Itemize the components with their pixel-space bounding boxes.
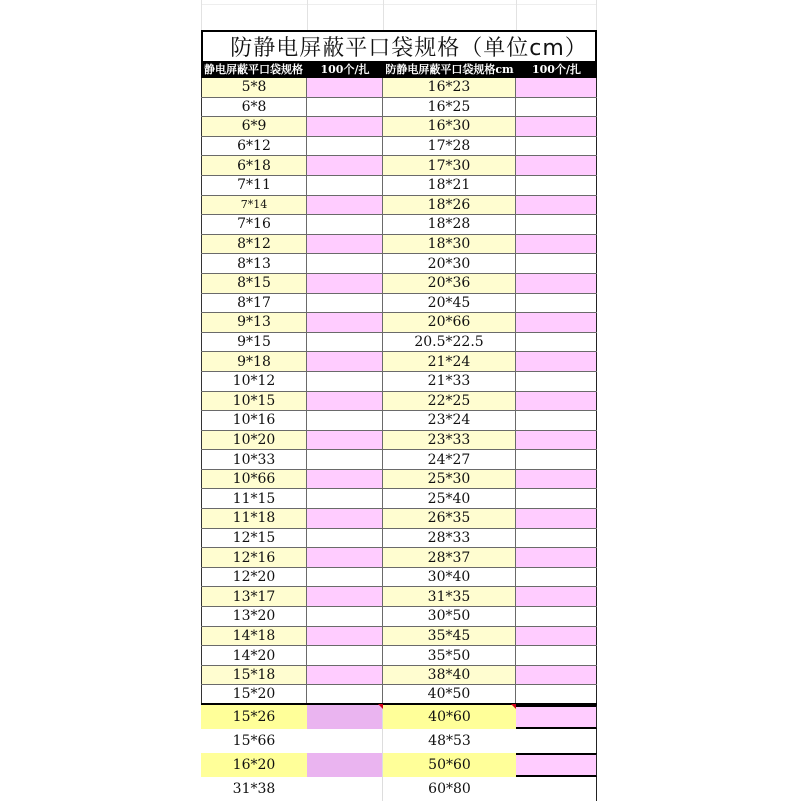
- qty-cell-left[interactable]: [307, 235, 383, 254]
- qty-cell-left[interactable]: [307, 176, 383, 195]
- qty-cell-right[interactable]: [516, 607, 597, 626]
- header-row: [201, 61, 597, 78]
- qty-cell-left[interactable]: [307, 411, 383, 430]
- qty-cell-right[interactable]: [516, 78, 597, 97]
- table-row: [201, 372, 597, 392]
- qty-cell-left[interactable]: [307, 548, 383, 567]
- qty-cell-left[interactable]: [307, 392, 383, 411]
- qty-cell-right[interactable]: [516, 392, 597, 411]
- qty-cell-right[interactable]: [516, 470, 597, 489]
- spec-cell-left[interactable]: 13*20: [201, 607, 307, 626]
- spec-cell-right[interactable]: 35*45: [383, 627, 516, 646]
- qty-cell-left[interactable]: [307, 372, 383, 391]
- spec-cell-left[interactable]: 8*17: [201, 294, 307, 313]
- sheet-gridlines: [201, 0, 597, 30]
- table-row: [201, 313, 597, 333]
- extra-rows: [201, 705, 597, 801]
- table-row: [201, 78, 597, 98]
- qty-cell-right[interactable]: [516, 215, 597, 234]
- header-qty-left: 100个/扎: [320, 63, 370, 76]
- spec-cell-right[interactable]: 28*37: [383, 548, 516, 567]
- qty-cell-right[interactable]: [516, 117, 597, 136]
- qty-cell-right[interactable]: [516, 450, 597, 469]
- spec-cell-right[interactable]: 40*60: [383, 705, 516, 729]
- table-row: [201, 470, 597, 490]
- qty-cell-left[interactable]: [307, 470, 383, 489]
- table-row: [201, 627, 597, 647]
- qty-cell-right[interactable]: [516, 196, 597, 215]
- spec-cell-left[interactable]: 6*12: [201, 137, 307, 156]
- qty-cell-right[interactable]: [516, 729, 597, 753]
- spec-cell-right[interactable]: 18*26: [383, 196, 516, 215]
- spec-cell-left[interactable]: 15*26: [201, 705, 307, 729]
- table-row: [201, 729, 597, 753]
- table-row: [201, 568, 597, 588]
- spec-cell-right[interactable]: 25*30: [383, 470, 516, 489]
- spec-cell-right[interactable]: 18*30: [383, 235, 516, 254]
- table-row: [201, 548, 597, 568]
- table-row: [201, 235, 597, 255]
- spec-table: [201, 30, 597, 705]
- qty-cell-right[interactable]: [516, 411, 597, 430]
- spec-cell-right[interactable]: 48*53: [428, 733, 471, 749]
- spec-cell-left[interactable]: 8*15: [201, 274, 307, 293]
- qty-cell-right[interactable]: [516, 176, 597, 195]
- spec-cell-left[interactable]: 9*18: [201, 352, 307, 371]
- table-row: [201, 333, 597, 353]
- qty-cell-left[interactable]: [307, 196, 383, 215]
- qty-cell-right[interactable]: [516, 685, 597, 703]
- table-row: [201, 587, 597, 607]
- qty-cell-right[interactable]: [516, 372, 597, 391]
- qty-cell-left[interactable]: [307, 753, 383, 777]
- gridline: [307, 0, 308, 30]
- spec-cell-right[interactable]: 17*30: [383, 156, 516, 175]
- spec-cell-left[interactable]: 16*20: [201, 753, 307, 777]
- spec-cell-right[interactable]: 40*50: [383, 685, 516, 703]
- spec-cell-left[interactable]: 14*18: [201, 627, 307, 646]
- qty-cell-left[interactable]: [307, 215, 383, 234]
- qty-cell-right[interactable]: [516, 587, 597, 606]
- spec-cell-right[interactable]: 20*36: [383, 274, 516, 293]
- qty-cell-right[interactable]: [516, 333, 597, 352]
- qty-cell-left[interactable]: [307, 274, 383, 293]
- qty-cell-right[interactable]: [516, 313, 597, 332]
- table-title: 防静电屏蔽平口袋规格（单位cm）: [201, 30, 597, 61]
- spec-cell-right[interactable]: 35*50: [383, 646, 516, 665]
- qty-cell-left[interactable]: [307, 509, 383, 528]
- qty-cell-left[interactable]: [307, 587, 383, 606]
- qty-cell-left[interactable]: [307, 450, 383, 469]
- spec-cell-left[interactable]: 10*20: [201, 431, 307, 450]
- table-row: [201, 489, 597, 509]
- spec-cell-right[interactable]: 16*30: [383, 117, 516, 136]
- spec-cell-left[interactable]: 6*9: [201, 117, 307, 136]
- qty-cell-left[interactable]: [307, 294, 383, 313]
- qty-cell-left[interactable]: [307, 254, 383, 273]
- table-row: [201, 117, 597, 137]
- qty-cell-left[interactable]: [307, 627, 383, 646]
- table-row: [201, 254, 597, 274]
- spec-cell-right[interactable]: 23*33: [383, 431, 516, 450]
- qty-cell-left[interactable]: [307, 156, 383, 175]
- spec-cell-left[interactable]: 31*38: [232, 781, 276, 797]
- spec-cell-right[interactable]: 22*25: [383, 392, 516, 411]
- qty-cell-right[interactable]: [516, 753, 597, 777]
- table-row: [201, 156, 597, 176]
- qty-cell-right[interactable]: [516, 509, 597, 528]
- spec-cell-right[interactable]: 30*50: [383, 607, 516, 626]
- spec-cell-left[interactable]: 8*13: [201, 254, 307, 273]
- spec-cell-right[interactable]: 20*30: [383, 254, 516, 273]
- qty-cell-right[interactable]: [516, 156, 597, 175]
- qty-cell-right[interactable]: [516, 352, 597, 371]
- spec-cell-left[interactable]: 8*12: [201, 235, 307, 254]
- qty-cell-left[interactable]: [307, 685, 383, 703]
- qty-cell-right[interactable]: [516, 529, 597, 548]
- table-row: [201, 176, 597, 196]
- qty-cell-left[interactable]: [307, 489, 383, 508]
- table-row: [201, 777, 597, 801]
- qty-cell-left[interactable]: [307, 666, 383, 685]
- qty-cell-right[interactable]: [516, 489, 597, 508]
- spec-cell-right[interactable]: 28*33: [383, 529, 516, 548]
- table-row: [201, 294, 597, 314]
- spec-cell-left[interactable]: 10*16: [201, 411, 307, 430]
- table-row: [201, 196, 597, 216]
- qty-cell-right[interactable]: [516, 646, 597, 665]
- gridline: [201, 4, 597, 5]
- table-row: [201, 685, 597, 705]
- spec-cell-left[interactable]: 6*8: [201, 98, 307, 117]
- spec-cell-right[interactable]: 21*33: [383, 372, 516, 391]
- qty-cell-right[interactable]: [516, 777, 597, 801]
- gridline: [201, 0, 202, 30]
- qty-cell-left[interactable]: [307, 777, 383, 801]
- spec-cell-right[interactable]: 50*60: [383, 753, 516, 777]
- gridline: [596, 0, 597, 30]
- table-row: [201, 215, 597, 235]
- spec-cell-right[interactable]: 38*40: [383, 666, 516, 685]
- table-row: [201, 509, 597, 529]
- spec-cell-left[interactable]: 10*33: [201, 450, 307, 469]
- comment-indicator-icon[interactable]: [378, 704, 383, 709]
- spec-cell-right[interactable]: 60*80: [428, 781, 471, 797]
- qty-cell-left[interactable]: [307, 98, 383, 117]
- qty-cell-left[interactable]: [307, 729, 383, 753]
- table-row: [201, 666, 597, 686]
- spec-cell-left[interactable]: 14*20: [201, 646, 307, 665]
- spec-cell-right[interactable]: 24*27: [383, 450, 516, 469]
- spec-cell-left[interactable]: 11*15: [201, 489, 307, 508]
- qty-cell-left[interactable]: [307, 568, 383, 587]
- spec-cell-left[interactable]: 6*18: [201, 156, 307, 175]
- spec-cell-right[interactable]: 20*45: [383, 294, 516, 313]
- spec-cell-right[interactable]: 26*35: [383, 509, 516, 528]
- table-row: [201, 98, 597, 118]
- table-row: [201, 450, 597, 470]
- spec-cell-right[interactable]: 18*28: [383, 215, 516, 234]
- spec-cell-left[interactable]: 10*15: [201, 392, 307, 411]
- table-row: [201, 274, 597, 294]
- spec-cell-left[interactable]: 12*15: [201, 529, 307, 548]
- spec-cell-left[interactable]: 7*14: [201, 196, 307, 215]
- table-row: [201, 529, 597, 549]
- spec-cell-left[interactable]: 12*16: [201, 548, 307, 567]
- qty-cell-left[interactable]: [307, 431, 383, 450]
- qty-cell-left[interactable]: [307, 646, 383, 665]
- table-row: [201, 137, 597, 157]
- spec-cell-left[interactable]: 11*18: [201, 509, 307, 528]
- spec-cell-left[interactable]: 13*17: [201, 587, 307, 606]
- spec-cell-left[interactable]: 15*66: [232, 733, 276, 749]
- header-qty-right: 100个/扎: [532, 63, 581, 76]
- qty-cell-right[interactable]: [516, 666, 597, 685]
- header-spec-right: 防静电屏蔽平口袋规格cm: [385, 63, 514, 76]
- qty-cell-right[interactable]: [516, 548, 597, 567]
- spec-cell-left[interactable]: 9*13: [201, 313, 307, 332]
- table-row: [201, 753, 597, 777]
- spec-cell-right[interactable]: 16*25: [383, 98, 516, 117]
- qty-cell-left[interactable]: [307, 333, 383, 352]
- spec-cell-right[interactable]: 20*66: [383, 313, 516, 332]
- spec-cell-left[interactable]: 7*11: [201, 176, 307, 195]
- qty-cell-left[interactable]: [307, 78, 383, 97]
- table-row: [201, 411, 597, 431]
- gridline: [516, 0, 517, 30]
- spec-cell-left[interactable]: 10*12: [201, 372, 307, 391]
- spec-cell-right[interactable]: 23*24: [383, 411, 516, 430]
- comment-indicator-icon[interactable]: [511, 704, 516, 709]
- table-row: [201, 431, 597, 451]
- spec-cell-left[interactable]: 15*18: [201, 666, 307, 685]
- table-row: [201, 352, 597, 372]
- qty-cell-left[interactable]: [307, 529, 383, 548]
- spec-cell-right[interactable]: 25*40: [383, 489, 516, 508]
- header-spec-left: 静电屏蔽平口袋规格: [204, 63, 303, 76]
- qty-cell-right[interactable]: [516, 137, 597, 156]
- gridline: [383, 0, 384, 30]
- spec-cell-right[interactable]: 16*23: [383, 78, 516, 97]
- spec-cell-left[interactable]: 12*20: [201, 568, 307, 587]
- qty-cell-right[interactable]: [516, 431, 597, 450]
- table-body: [201, 78, 597, 705]
- qty-cell-right[interactable]: [516, 235, 597, 254]
- spec-cell-left[interactable]: 9*15: [201, 333, 307, 352]
- spec-cell-right[interactable]: 30*40: [383, 568, 516, 587]
- spec-cell-left[interactable]: 5*8: [201, 78, 307, 97]
- table-row: [201, 705, 597, 729]
- qty-cell-right[interactable]: [516, 254, 597, 273]
- qty-cell-right[interactable]: [516, 274, 597, 293]
- qty-cell-left[interactable]: [307, 352, 383, 371]
- qty-cell-left[interactable]: [307, 705, 383, 729]
- qty-cell-right[interactable]: [516, 568, 597, 587]
- spec-cell-right[interactable]: 31*35: [383, 587, 516, 606]
- qty-cell-left[interactable]: [307, 117, 383, 136]
- table-row: [201, 607, 597, 627]
- qty-cell-right[interactable]: [516, 294, 597, 313]
- qty-cell-right[interactable]: [516, 627, 597, 646]
- table-row: [201, 392, 597, 412]
- spec-cell-left[interactable]: 7*16: [201, 215, 307, 234]
- spec-cell-right[interactable]: 17*28: [383, 137, 516, 156]
- qty-cell-left[interactable]: [307, 607, 383, 626]
- qty-cell-right[interactable]: [516, 98, 597, 117]
- qty-cell-left[interactable]: [307, 137, 383, 156]
- spec-cell-right[interactable]: 20.5*22.5: [383, 333, 516, 352]
- qty-cell-left[interactable]: [307, 313, 383, 332]
- spec-cell-right[interactable]: 18*21: [383, 176, 516, 195]
- table-row: [201, 646, 597, 666]
- spec-cell-left[interactable]: 10*66: [201, 470, 307, 489]
- spec-cell-left[interactable]: 15*20: [201, 685, 307, 703]
- spec-cell-right[interactable]: 21*24: [383, 352, 516, 371]
- qty-cell-right[interactable]: [516, 705, 597, 729]
